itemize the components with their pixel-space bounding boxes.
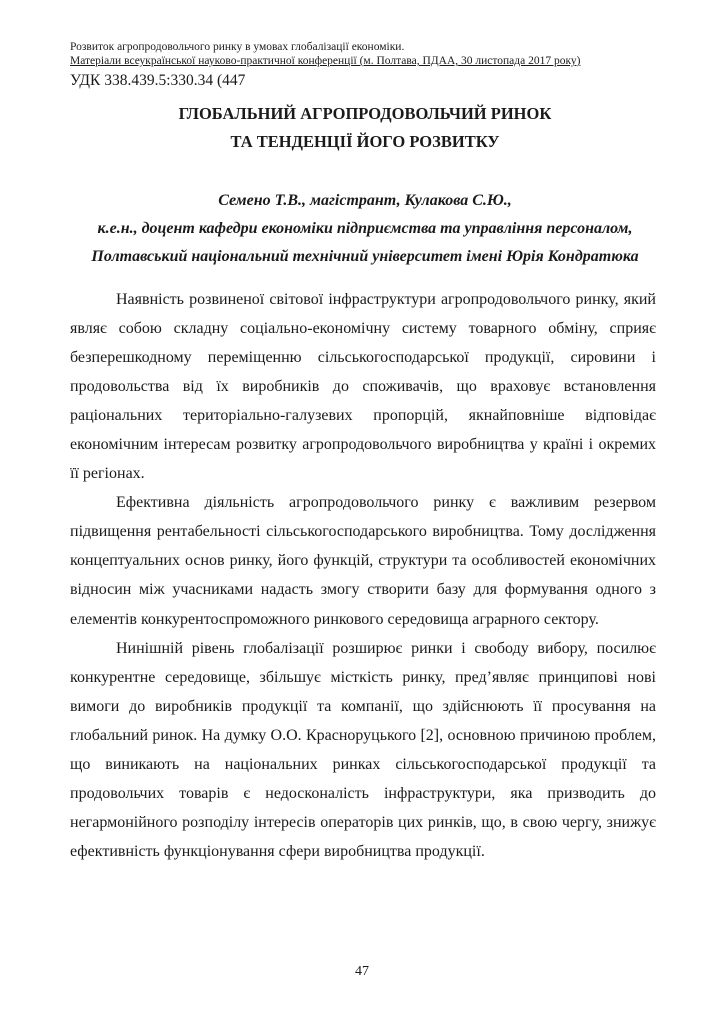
page-number: 47: [355, 964, 369, 979]
body-paragraph-2: Ефективна діяльність агропродовольчого ринку є важливим резервом підвищення рентабельності сільськогосподарського виробництва. Тому дослідження концептуальних основ ринку, його функцій, структури та особливостей економічних відносин між учасниками надасть змогу створити базу для формування одного з елементів конкурентоспроможного ринкового середовища аграрного сектору.: [70, 494, 656, 628]
article-title-line-2: ТА ТЕНДЕНЦІЇ ЙОГО РОЗВИТКУ: [230, 132, 500, 151]
article-body: [70, 285, 656, 866]
body-paragraph-1: Наявність розвиненої світової інфраструктури агропродовольчого ринку, який являє собою складну соціально-економічну систему товарного обміну, сприяє безперешкодному переміщенню сільськогосподарської продукції, сировини і продовольства від їх виробників до споживачів, що враховує встановлення раціональних територіально-галузевих пропорцій, якнайповніше відповідає економічним інтересам розвитку агропродовольчого виробництва у країні і окремих її регіонах.: [70, 291, 656, 483]
authors-affiliation: Полтавський національний технічний університет імені Юрія Кондратюка: [91, 248, 639, 265]
udk-code: УДК 338.439.5:330.34 (447: [70, 72, 246, 89]
authors-position: к.е.н., доцент кафедри економіки підприємства та управління персоналом,: [97, 220, 633, 237]
running-header-conference: Матеріали всеукраїнської науково-практичної конференції (м. Полтава, ПДАА, 30 листопада 2017 року): [70, 55, 581, 67]
article-title-line-1: ГЛОБАЛЬНИЙ АГРОПРОДОВОЛЬЧИЙ РИНОК: [178, 104, 552, 123]
running-header-title: Розвиток агропродовольчого ринку в умовах глобалізації економіки.: [70, 41, 405, 53]
body-paragraph-3: Нинішній рівень глобалізації розширює ринки і свободу вибору, посилює конкурентне середовище, збільшує місткість ринку, пред’являє принципові нові вимоги до виробників продукції та компанії, що здійснюють її просування на глобальний ринок. На думку О.О. Красноруцького [2], основною причиною проблем, що виникають на національних ринках сільськогосподарської продукції та продовольчих товарів є недосконалість інфраструктури, яка призводить до негармонійного розподілу інтересів операторів цих ринків, що, в свою чергу, знижує ефективність функціонування сфери виробництва продукції.: [70, 639, 656, 860]
authors-names: Семено Т.В., магістрант, Кулакова С.Ю.,: [218, 192, 512, 209]
